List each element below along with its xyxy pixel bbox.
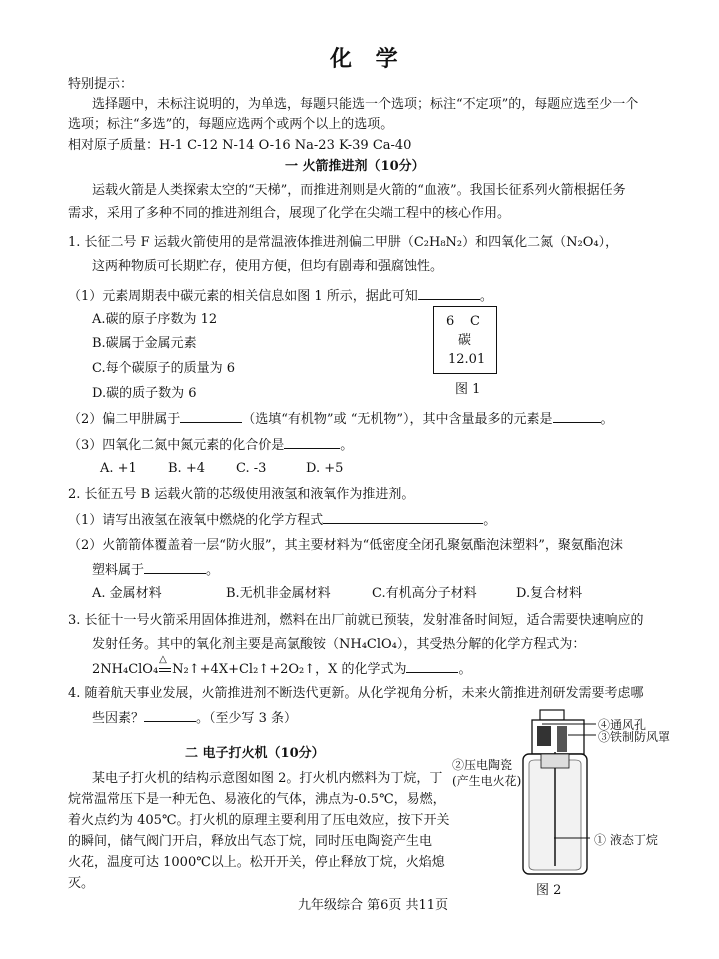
section2-text: 某电子打火机的结构示意图如图 2。打火机内燃料为丁烷，丁 xyxy=(92,771,443,786)
notice-line: 选项；标注“多选”的，每题应选两个或两个以上的选项。 xyxy=(68,117,394,132)
q2-option: D.复合材料 xyxy=(516,586,583,601)
section-heading: 二 电子打火机（10分） xyxy=(185,746,325,761)
section2-text: 烷常温常压下是一种无色、易液化的气体，沸点为-0.5℃，易燃， xyxy=(68,792,446,807)
q1-part3-option: D. +5 xyxy=(306,461,344,476)
question-1-line2: 这两种物质可长期贮存，使用方便，但均有剧毒和强腐蚀性。 xyxy=(92,259,444,274)
q1-part3-option: A. +1 xyxy=(100,461,137,476)
answer-blank[interactable] xyxy=(284,436,340,449)
q2-part2-line2: 塑料属于 。 xyxy=(92,563,220,578)
label-wind-shield: ③铁制防风罩 xyxy=(598,730,671,744)
reaction-arrow: △ xyxy=(158,661,172,679)
q1-part3-option: B. +4 xyxy=(168,461,205,476)
answer-blank[interactable] xyxy=(553,410,601,423)
question-4: 4. 随着航天事业发展，火箭推进剂不断迭代更新。从化学视角分析，未来火箭推进剂研发需要考虑哪 xyxy=(68,686,644,701)
answer-blank[interactable] xyxy=(180,410,242,423)
notice-line: 选择题中，未标注说明的，为单选，每题只能选一个选项；标注“不定项”的，每题应选至少一个 xyxy=(92,97,639,112)
question-3-line2: 发射任务。其中的氧化剂主要是高氯酸铵（NH₄ClO₄），其受热分解的化学方程式为： xyxy=(92,637,586,652)
q2-part2: （2）火箭箭体覆盖着一层“防火服”，其主要材料为“低密度全闭孔聚氨酯泡沫塑料”，聚氨酯泡沫 xyxy=(68,538,623,553)
section-heading: 一 火箭推进剂（10分） xyxy=(285,159,425,174)
figure-1-element-card xyxy=(433,306,497,374)
atomic-mass-value: 12.01 xyxy=(448,352,486,367)
intro-text: 运载火箭是人类探索太空的“天梯”，而推进剂则是火箭的“血液”。我国长征系列火箭根据任务 xyxy=(92,183,626,198)
section2-text: 灭。 xyxy=(68,876,95,891)
intro-text: 需求，采用了多种不同的推进剂组合，展现了化学在尖端工程中的核心作用。 xyxy=(68,206,511,221)
question-3: 3. 长征十一号火箭采用固体推进剂，燃料在出厂前就已预装，发射准备时间短，适合需要快速响应的 xyxy=(68,613,644,628)
question-2: 2. 长征五号 B 运载火箭的芯级使用液氢和液氧作为推进剂。 xyxy=(68,487,415,502)
answer-blank[interactable] xyxy=(144,561,206,574)
option-d: D.碳的质子数为 6 xyxy=(92,386,197,401)
q2-option: A. 金属材料 xyxy=(92,586,162,601)
page-footer: 九年级综合 第6页 共11页 xyxy=(298,898,449,913)
figure-1-caption: 图 1 xyxy=(455,382,481,397)
notice-heading: 特别提示： xyxy=(68,77,134,92)
q2-part1: （1）请写出液氢在液氧中燃烧的化学方程式 。 xyxy=(68,513,497,528)
section2-text: 火花，温度可达 1000℃以上。松开开关，停止释放丁烷，火焰熄 xyxy=(68,855,445,870)
section2-text: 着火点约为 405℃。打火机的原理主要利用了压电效应，按下开关 xyxy=(68,813,450,828)
q1-part2: （2）偏二甲肼属于 （选填“有机物”或 “无机物”），其中含量最多的元素是 。 xyxy=(68,412,614,427)
q2-option: C.有机高分子材料 xyxy=(372,586,477,601)
element-name: 碳 xyxy=(458,333,472,348)
page-title: 化 学 xyxy=(330,46,406,72)
option-a: A.碳的原子序数为 12 xyxy=(92,312,218,327)
option-b: B.碳属于金属元素 xyxy=(92,336,197,351)
question-1: 1. 长征二号 F 运载火箭使用的是常温液体推进剂偏二甲肼（C₂H₈N₂）和四氧化二氮（N₂O₄）， xyxy=(68,235,619,250)
q3-equation: 2NH₄ClO₄ △ N₂↑+4X+Cl₂↑+2O₂↑，X 的化学式为 。 xyxy=(92,654,472,677)
atomic-number: 6 xyxy=(446,314,455,329)
q1-part1: （1）元素周期表中碳元素的相关信息如图 1 所示，据此可知 。 xyxy=(68,289,493,304)
q2-option: B.无机非金属材料 xyxy=(226,586,331,601)
label-liquid-butane: ① 液态丁烷 xyxy=(594,833,658,847)
label-piezo: ②压电陶瓷 xyxy=(452,758,513,772)
q1-part3-option: C. -3 xyxy=(236,461,267,476)
atomic-mass: 相对原子质量：H-1 C-12 N-14 O-16 Na-23 K-39 Ca-40 xyxy=(68,138,412,153)
answer-blank[interactable] xyxy=(323,511,483,524)
figure-2-caption: 图 2 xyxy=(536,883,562,898)
label-vent-hole: ④通风孔 xyxy=(598,718,647,732)
answer-blank[interactable] xyxy=(406,660,458,673)
section2-text: 的瞬间，储气阀门开启，释放出气态丁烷，同时压电陶瓷产生电 xyxy=(68,834,433,849)
label-piezo-note: (产生电火花) xyxy=(452,774,522,788)
answer-blank[interactable] xyxy=(418,287,480,300)
element-symbol: C xyxy=(470,314,480,329)
question-4-line2: 些因素？ 。（至少写 3 条） xyxy=(92,711,298,726)
answer-blank[interactable] xyxy=(144,709,196,722)
q1-part3: （3）四氧化二氮中氮元素的化合价是 。 xyxy=(68,438,354,453)
option-c: C.每个碳原子的质量为 6 xyxy=(92,361,236,376)
